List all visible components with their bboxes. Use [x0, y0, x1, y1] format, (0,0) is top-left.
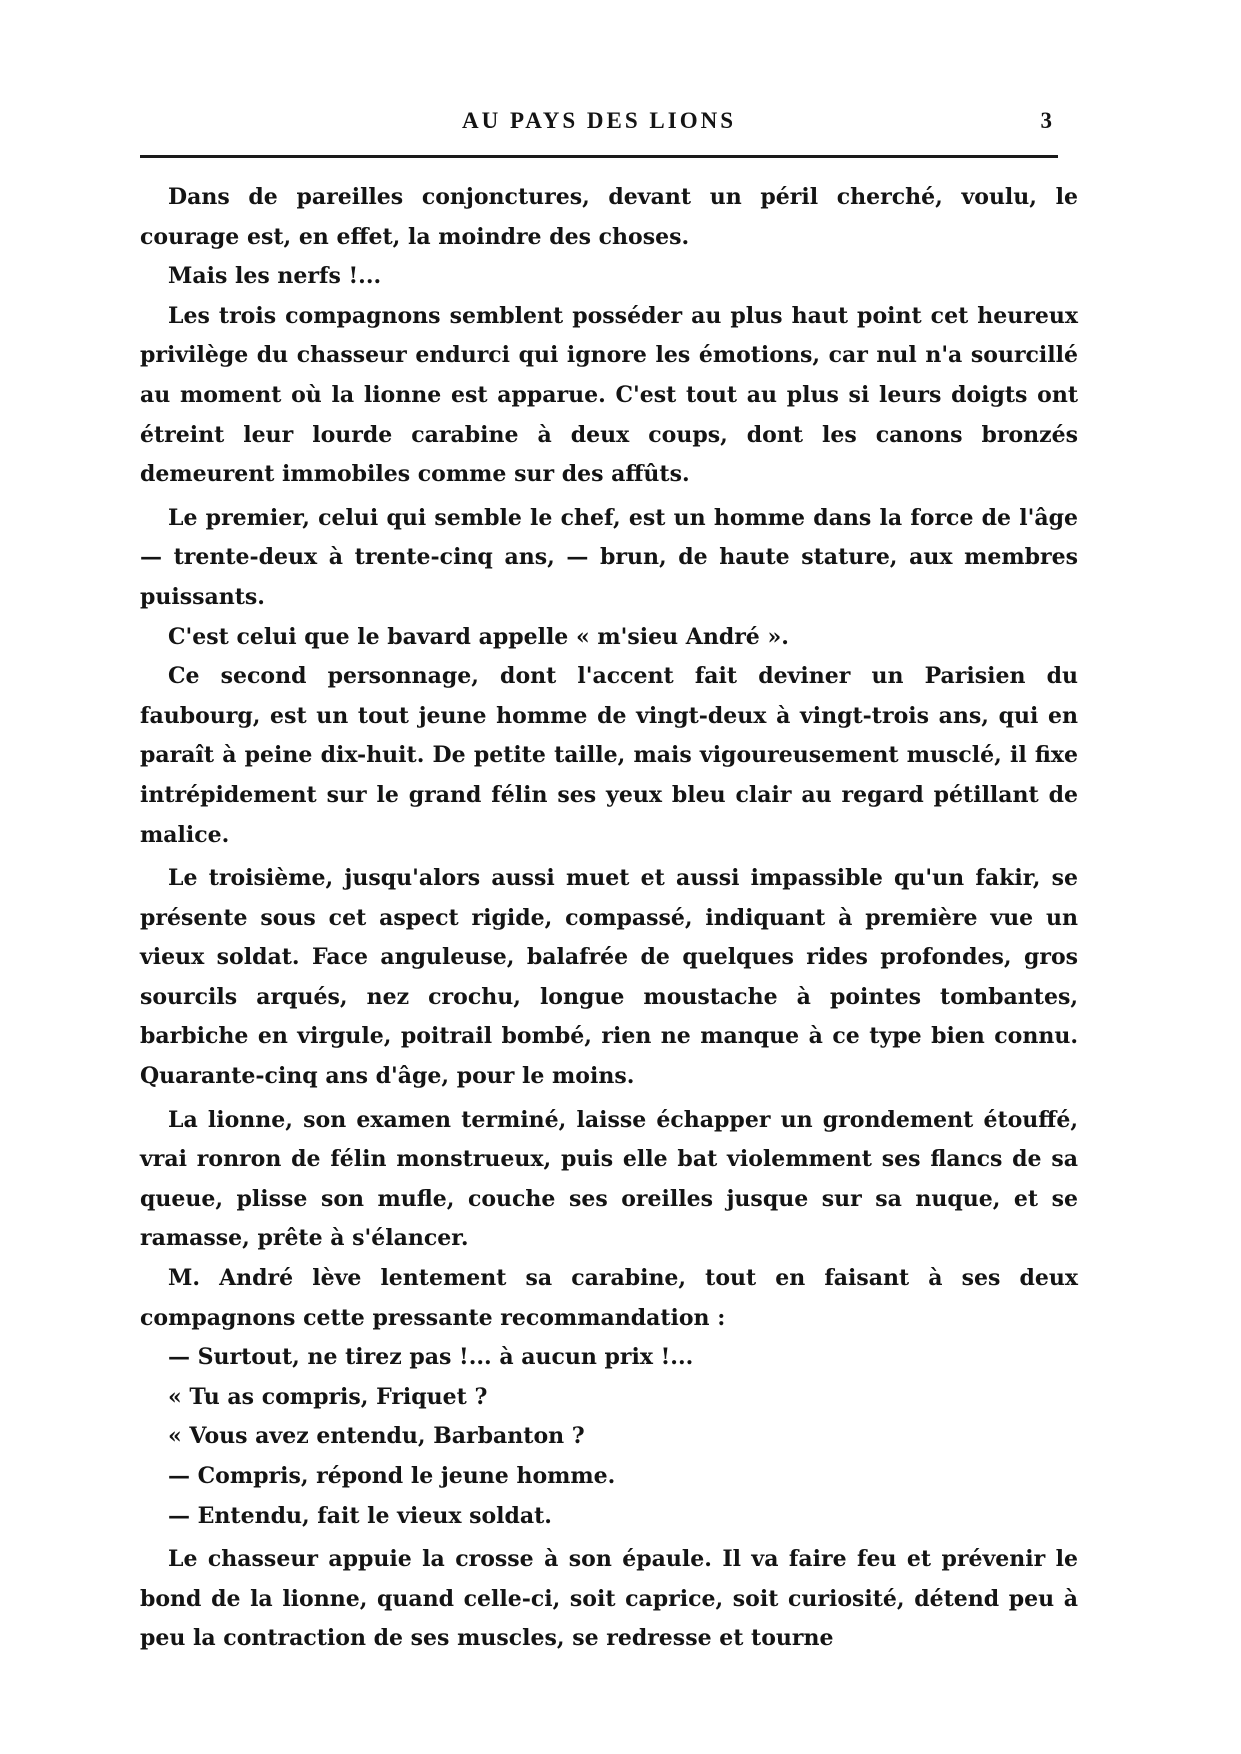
body-text: [140, 178, 1078, 1659]
paragraph: La lionne, son examen terminé, laisse échapper un grondement étouffé, vrai ronron de félin monstrueux, puis elle bat violemment ses flancs de sa queue, plisse son mufle, couche ses oreilles jusque sur sa nuque, et se ramasse, prête à s'élancer.: [140, 1106, 1078, 1252]
paragraph: Ce second personnage, dont l'accent fait deviner un Parisien du faubourg, est un tout jeune homme de vingt-deux à vingt-trois ans, qui en paraît à peine dix-huit. De petite taille, mais vigoureusement musclé, il fixe intrépidement sur le grand félin ses yeux bleu clair au regard pétillant de malice.: [140, 663, 1078, 848]
header-rule: [140, 155, 1058, 158]
running-head: [140, 108, 1058, 144]
dialogue-line: — Entendu, fait le vieux soldat.: [168, 1502, 552, 1529]
paragraph: Le chasseur appuie la crosse à son épaule. Il va faire feu et prévenir le bond de la lionne, quand celle-ci, soit caprice, soit curiosité, détend peu à peu la contraction de ses muscles, se redresse et tourne: [140, 1546, 1078, 1652]
running-title: AU PAYS DES LIONS: [461, 108, 737, 133]
dialogue-line: « Vous avez entendu, Barbanton ?: [168, 1423, 585, 1450]
dialogue-line: — Compris, répond le jeune homme.: [168, 1463, 616, 1489]
dialogue-line: « Tu as compris, Friquet ?: [168, 1383, 488, 1410]
paragraph: Les trois compagnons semblent posséder au plus haut point cet heureux privilège du chasseur endurci qui ignore les émotions, car nul n'a sourcillé au moment où la lionne est apparue. C'est tout au plus si leurs doigts ont étreint leur lourde carabine à deux coups, dont les canons bronzés demeurent immobiles comme sur des affûts.: [140, 302, 1078, 488]
paragraph: Le troisième, jusqu'alors aussi muet et aussi impassible qu'un fakir, se présente sous cet aspect rigide, compassé, indiquant à première vue un vieux soldat. Face anguleuse, balafrée de quelques rides profondes, gros sourcils arqués, nez crochu, longue moustache à pointes tombantes, barbiche en virgule, poitrail bombé, rien ne manque à ce type bien connu. Quarante-cinq ans d'âge, pour le moins.: [140, 865, 1078, 1090]
paragraph: M. André lève lentement sa carabine, tout en faisant à ses deux compagnons cette pressante recommandation :: [140, 1265, 1078, 1331]
page-number: 3: [1040, 108, 1052, 133]
paragraph: C'est celui que le bavard appelle « m'sieu André ».: [168, 623, 789, 650]
dialogue-line: — Surtout, ne tirez pas !... à aucun prix !...: [168, 1344, 694, 1371]
paragraph: Le premier, celui qui semble le chef, est un homme dans la force de l'âge — trente-deux à trente-cinq ans, — brun, de haute stature, aux membres puissants.: [140, 504, 1078, 610]
paragraph: Mais les nerfs !...: [168, 263, 382, 290]
paragraph: Dans de pareilles conjonctures, devant un péril cherché, voulu, le courage est, en effet, la moindre des choses.: [140, 184, 1078, 250]
